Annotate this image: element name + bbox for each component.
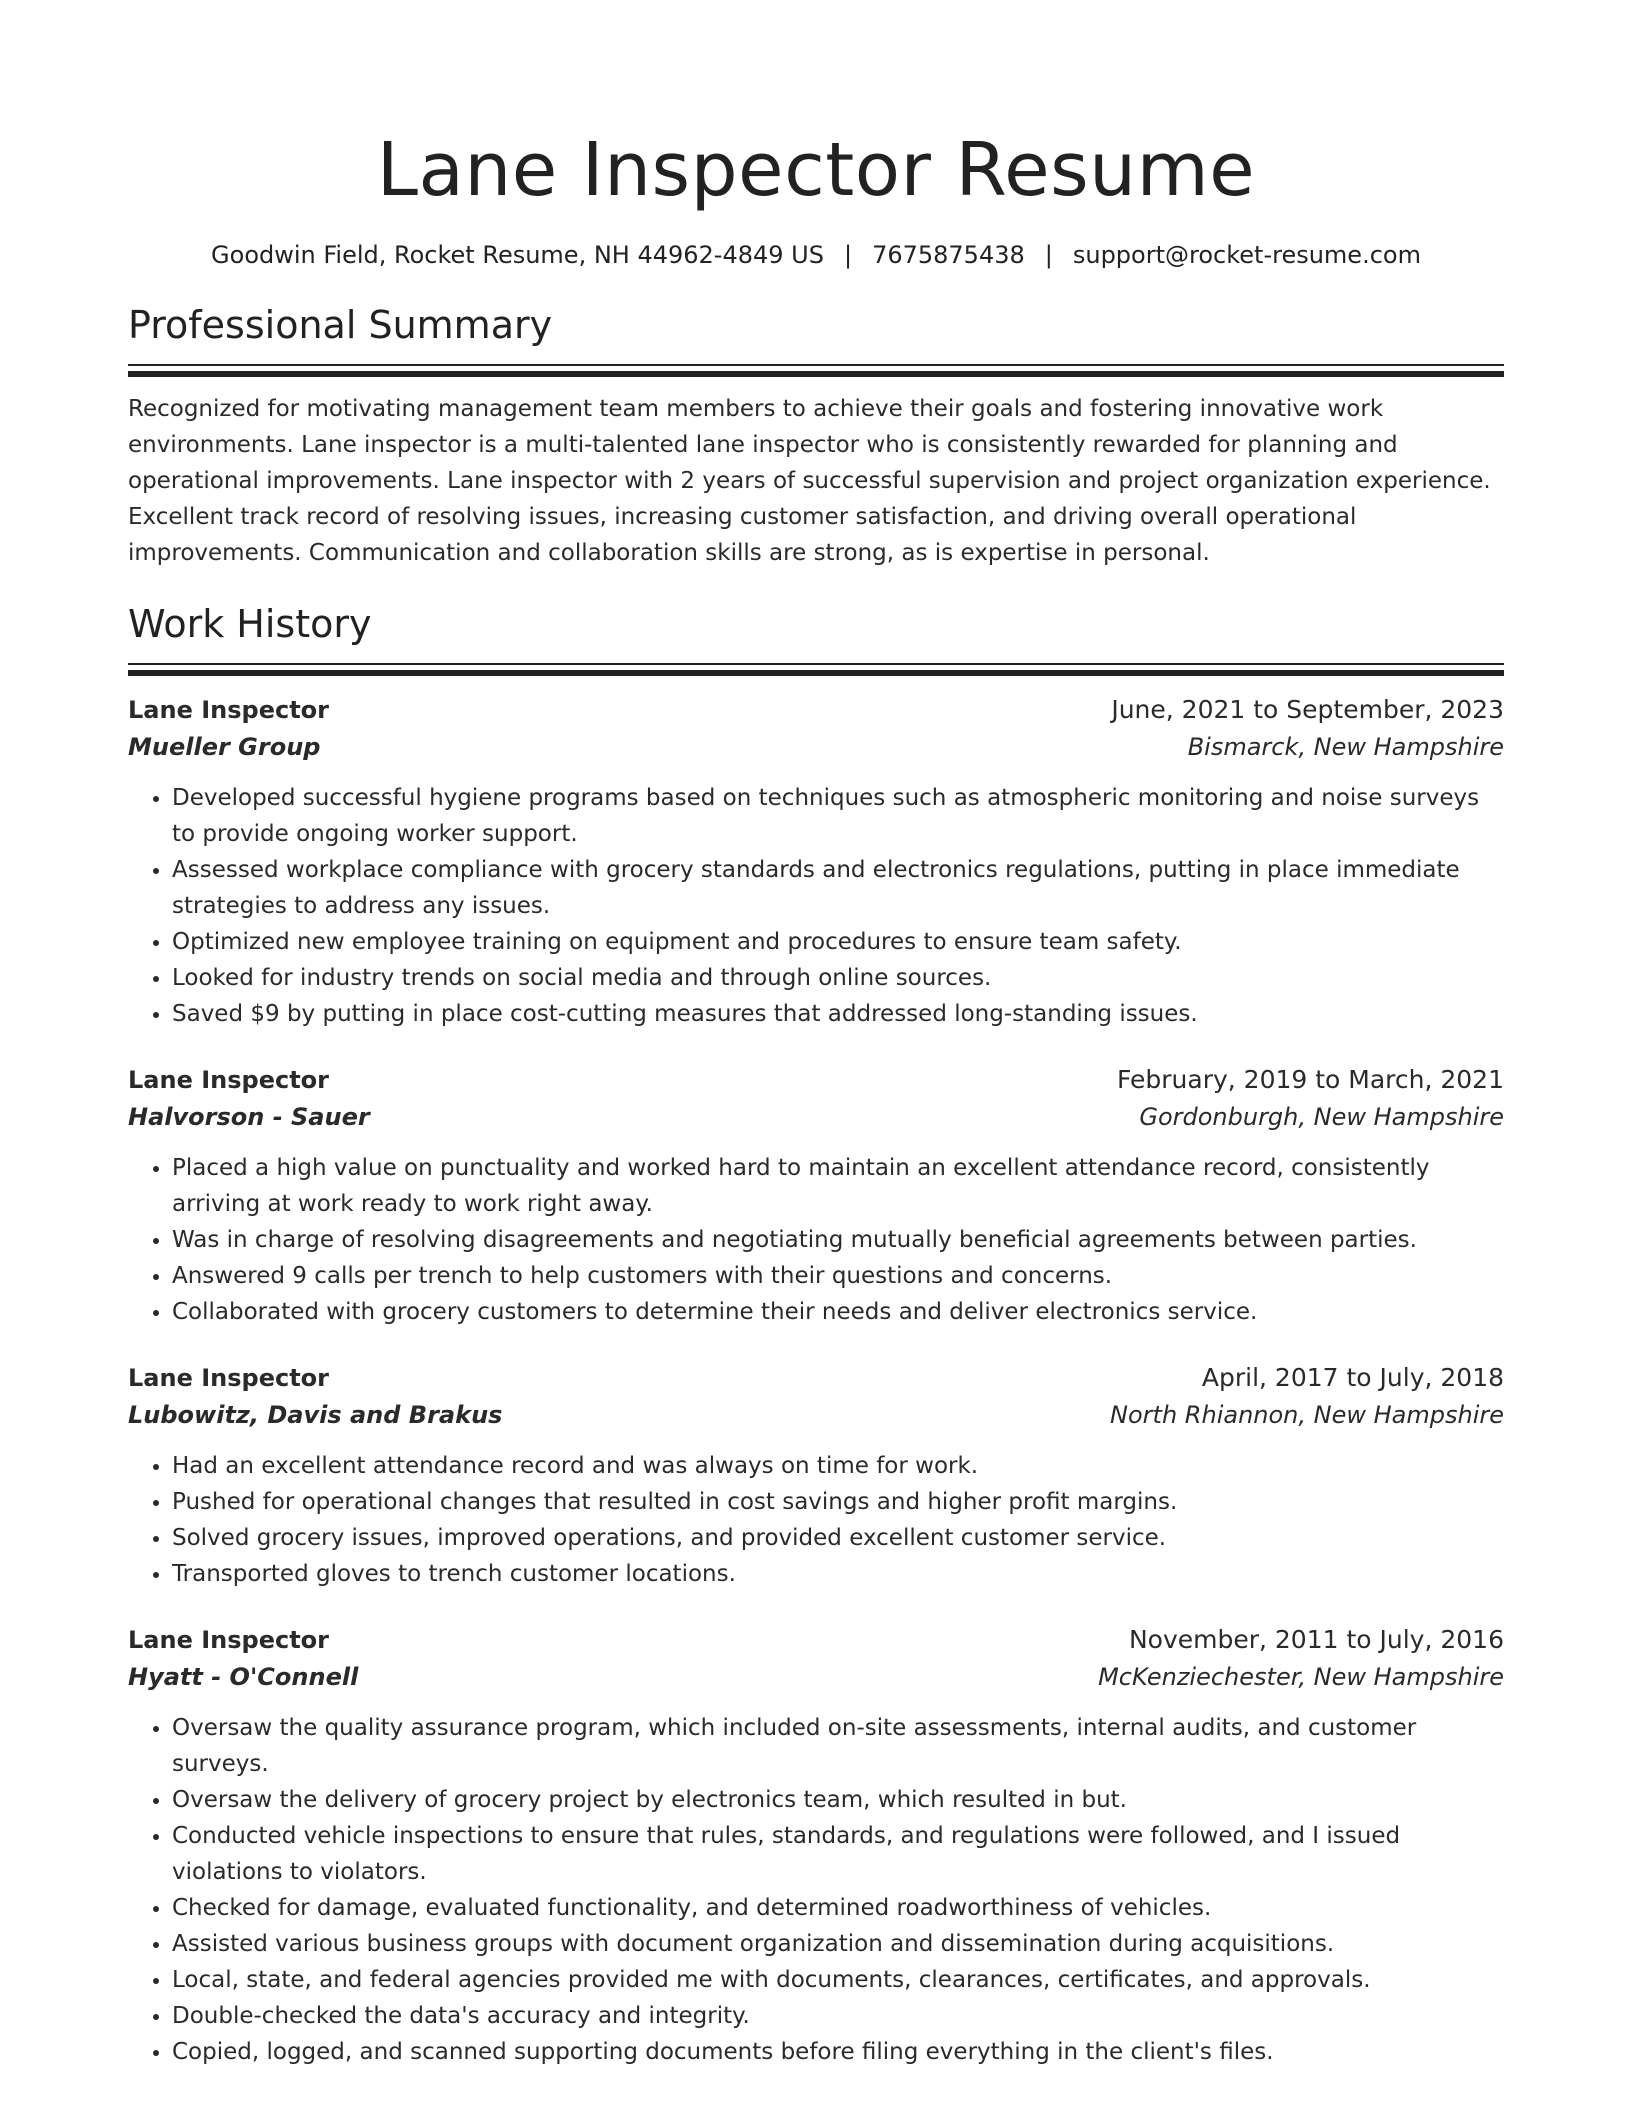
job-bullet: • Double-checked the data's accuracy and integrity. — [172, 1998, 1504, 2034]
job-location: Bismarck, New Hampshire — [1187, 733, 1504, 761]
job-dates: February, 2019 to March, 2021 — [1116, 1065, 1504, 1094]
section-divider — [128, 663, 1504, 678]
job-title: Lane Inspector — [128, 1066, 329, 1094]
job-entry — [128, 1062, 1504, 1330]
job-bullet: • Assisted various business groups with document organization and dissemination during acquisitions. — [172, 1926, 1504, 1962]
job-bullet: • Collaborated with grocery customers to determine their needs and deliver electronics service. — [172, 1294, 1504, 1330]
contact-line — [128, 238, 1504, 272]
section-divider — [128, 364, 1504, 379]
job-bullets — [128, 780, 1504, 1032]
job-bullet: • Checked for damage, evaluated functionality, and determined roadworthiness of vehicles. — [172, 1890, 1504, 1926]
job-bullet: • Copied, logged, and scanned supporting documents before filing everything in the client's files. — [172, 2034, 1504, 2070]
job-bullets — [128, 1710, 1504, 2070]
job-bullet: • Assessed workplace compliance with grocery standards and electronics regulations, putting in place immediate strategies to address any issues. — [172, 852, 1504, 924]
job-bullet: • Answered 9 calls per trench to help customers with their questions and concerns. — [172, 1258, 1504, 1294]
job-location: McKenziechester, New Hampshire — [1098, 1663, 1504, 1691]
job-bullets — [128, 1150, 1504, 1330]
job-bullet: • Had an excellent attendance record and was always on time for work. — [172, 1448, 1504, 1484]
job-dates: April, 2017 to July, 2018 — [1201, 1363, 1504, 1392]
contact-separator: | — [1044, 241, 1053, 269]
job-company: Lubowitz, Davis and Brakus — [128, 1401, 503, 1429]
contact-phone: 7675875438 — [872, 241, 1025, 269]
job-bullet: • Solved grocery issues, improved operations, and provided excellent customer service. — [172, 1520, 1504, 1556]
section-heading-work: Work History — [128, 602, 372, 646]
contact-email: support@rocket-resume.com — [1072, 241, 1421, 269]
job-bullet: • Saved $9 by putting in place cost-cutting measures that addressed long-standing issues. — [172, 996, 1504, 1032]
job-entry — [128, 1360, 1504, 1592]
job-bullet: • Oversaw the quality assurance program, which included on-site assessments, internal audits, and customer surveys. — [172, 1710, 1504, 1782]
job-bullet: • Looked for industry trends on social media and through online sources. — [172, 960, 1504, 996]
contact-separator: | — [843, 241, 853, 269]
job-bullet: • Placed a high value on punctuality and worked hard to maintain an excellent attendance record, consistently arriving at work ready to work right away. — [172, 1150, 1504, 1222]
contact-address: Goodwin Field, Rocket Resume, NH 44962-4849 US — [211, 241, 824, 269]
job-bullet: • Developed successful hygiene programs based on techniques such as atmospheric monitoring and noise surveys to provide ongoing worker support. — [172, 780, 1504, 852]
job-bullet: • Transported gloves to trench customer locations. — [172, 1556, 1504, 1592]
job-bullet: • Conducted vehicle inspections to ensure that rules, standards, and regulations were followed, and I issued violations to violators. — [172, 1818, 1504, 1890]
job-bullet: • Optimized new employee training on equipment and procedures to ensure team safety. — [172, 924, 1504, 960]
job-entry — [128, 692, 1504, 1032]
job-title: Lane Inspector — [128, 1364, 329, 1392]
job-title: Lane Inspector — [128, 1626, 329, 1654]
resume-page — [128, 0, 1504, 2070]
job-bullet: • Oversaw the delivery of grocery project by electronics team, which resulted in but. — [172, 1782, 1504, 1818]
job-entry — [128, 1622, 1504, 2070]
job-dates: November, 2011 to July, 2016 — [1128, 1625, 1504, 1654]
job-dates: June, 2021 to September, 2023 — [1111, 695, 1504, 724]
job-company: Hyatt - O'Connell — [128, 1663, 359, 1691]
job-bullets — [128, 1448, 1504, 1592]
resume-title: Lane Inspector Resume — [376, 127, 1256, 213]
job-bullet: • Pushed for operational changes that resulted in cost savings and higher profit margins. — [172, 1484, 1504, 1520]
section-heading-summary: Professional Summary — [128, 303, 553, 347]
job-location: Gordonburgh, New Hampshire — [1139, 1103, 1504, 1131]
summary-text: Recognized for motivating management team members to achieve their goals and fostering innovative work environments. Lane inspector is a multi-talented lane inspector who is consistently rewarded for planning and operational improvements. Lane inspector with 2 years of successful supervision and project organization experience. Excellent track record of resolving issues, increasing customer satisfaction, and driving overall operational improvements. Communication and collaboration skills are strong, as is expertise in personal. — [128, 396, 1491, 566]
job-bullet: • Local, state, and federal agencies provided me with documents, clearances, certificates, and approvals. — [172, 1962, 1504, 1998]
professional-summary-section — [128, 300, 1504, 571]
work-history-section — [128, 599, 1504, 2070]
job-bullet: • Was in charge of resolving disagreements and negotiating mutually beneficial agreements between parties. — [172, 1222, 1504, 1258]
job-location: North Rhiannon, New Hampshire — [1110, 1401, 1504, 1429]
job-company: Mueller Group — [128, 733, 321, 761]
job-title: Lane Inspector — [128, 696, 329, 724]
job-company: Halvorson - Sauer — [128, 1103, 370, 1131]
